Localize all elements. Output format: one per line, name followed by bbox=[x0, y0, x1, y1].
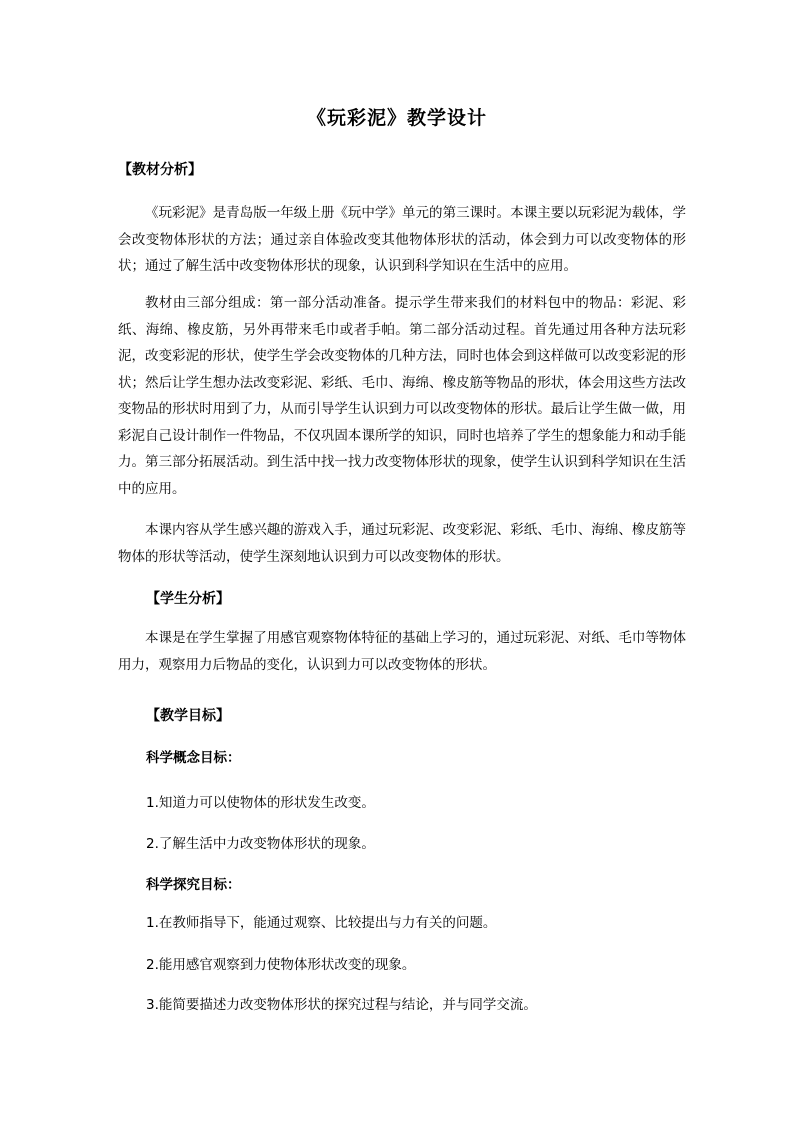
concept-goals-subheading: 科学概念目标： bbox=[146, 750, 241, 766]
document-title: 《玩彩泥》教学设计 bbox=[306, 107, 487, 129]
section-heading-material: 【教材分析】 bbox=[118, 162, 202, 178]
material-paragraph-1: 《玩彩泥》是青岛版一年级上册《玩中学》单元的第三课时。本课主要以玩彩泥为载体，学会改变物体形状的方法；通过亲自体验改变其他物体形状的活动，体会到力可以改变物体的形状；通过了解生活中改变物体形状的现象，认识到科学知识在生活中的应用。 bbox=[118, 205, 686, 274]
inquiry-goal-item: 1.在教师指导下，能通过观察、比较提出与力有关的问题。 bbox=[146, 915, 497, 931]
inquiry-goal-item: 2.能用感官观察到力使物体形状改变的现象。 bbox=[146, 957, 416, 973]
concept-goal-item: 1.知道力可以使物体的形状发生改变。 bbox=[146, 795, 375, 811]
material-paragraph-2: 教材由三部分组成：第一部分活动准备。提示学生带来我们的材料包中的物品：彩泥、彩纸、海绵、橡皮筋，另外再带来毛巾或者手帕。第二部分活动过程。首先通过用各种方法玩彩泥，改变彩泥的形状，使学生学会改变物体的几种方法，同时也体会到这样做可以改变彩泥的形状；然后让学生想办法改变彩泥、彩纸、毛巾、海绵、橡皮筋等物品的形状，体会用这些方法改变物品的形状时用到了力，从而引导学生认识到力可以改变物体的形状。最后让学生做一做，用彩泥自己设计制作一件物品，不仅巩固本课所学的知识，同时也培养了学生的想象能力和动手能力。第三部分拓展活动。到生活中找一找力改变物体形状的现象，使学生认识到科学知识在生活中的应用。 bbox=[118, 295, 686, 497]
concept-goal-item: 2.了解生活中力改变物体形状的现象。 bbox=[146, 836, 375, 852]
section-heading-goals: 【教学目标】 bbox=[146, 708, 230, 724]
inquiry-goals-subheading: 科学探究目标： bbox=[146, 877, 241, 893]
material-paragraph-3: 本课内容从学生感兴趣的游戏入手，通过玩彩泥、改变彩泥、彩纸、毛巾、海绵、橡皮筋等物体的形状等活动，使学生深刻地认识到力可以改变物体的形状。 bbox=[118, 522, 686, 565]
student-paragraph-1: 本课是在学生掌握了用感官观察物体特征的基础上学习的，通过玩彩泥、对纸、毛巾等物体用力，观察用力后物品的变化，认识到力可以改变物体的形状。 bbox=[118, 630, 686, 673]
section-heading-student: 【学生分析】 bbox=[146, 591, 230, 607]
inquiry-goal-item: 3.能简要描述力改变物体形状的探究过程与结论，并与同学交流。 bbox=[146, 997, 537, 1013]
